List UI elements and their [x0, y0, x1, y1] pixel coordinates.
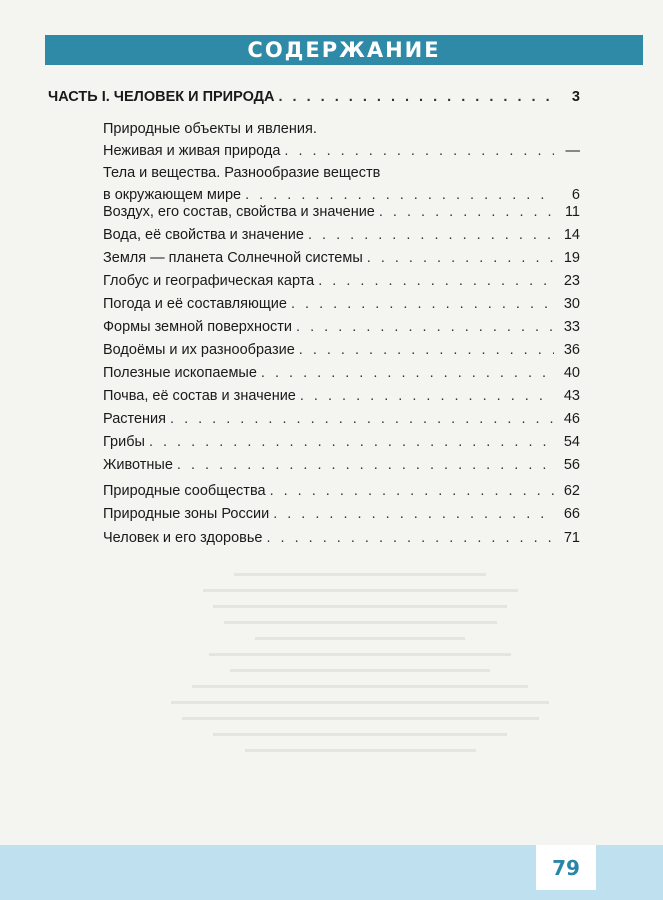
toc-page-number: 19: [563, 250, 580, 266]
toc-entry[interactable]: [103, 201, 580, 223]
leader-dots: [296, 316, 554, 338]
toc-entry-title: Животные: [103, 457, 173, 473]
toc-page-number: 30: [563, 296, 580, 312]
toc-entry[interactable]: [103, 454, 580, 476]
toc-page-number: 54: [563, 434, 580, 450]
leader-dots: [149, 431, 554, 453]
toc-page-number: 46: [563, 411, 580, 427]
toc-page-number: 14: [563, 227, 580, 243]
toc-page-number: 40: [563, 365, 580, 381]
toc-entry[interactable]: [103, 339, 580, 361]
toc-page-number: 6: [571, 187, 580, 203]
toc-entry-title: Природные сообщества: [103, 483, 266, 499]
toc-page-number: 56: [563, 457, 580, 473]
leader-dots: [379, 201, 554, 223]
toc-entry[interactable]: [103, 480, 580, 502]
leader-dots: [261, 362, 554, 384]
toc-entry-title: Почва, её состав и значение: [103, 388, 296, 404]
toc-entry[interactable]: [103, 162, 580, 206]
toc-page-number: 3: [571, 89, 580, 105]
leader-dots: [300, 385, 554, 407]
toc-page-number: 62: [563, 483, 580, 499]
toc-entry-title: Воздух, его состав, свойства и значение: [103, 204, 375, 220]
page-title: СОДЕРЖАНИЕ: [247, 38, 441, 62]
leader-dots: [278, 89, 554, 105]
leader-dots: [367, 247, 554, 269]
leader-dots: [318, 270, 554, 292]
toc-page-number: 43: [563, 388, 580, 404]
leader-dots: [284, 140, 554, 162]
toc-page-number: 71: [563, 530, 580, 546]
toc-entry-title: Растения: [103, 411, 167, 427]
toc-entry-title: Природные зоны России: [103, 506, 270, 522]
toc-entry[interactable]: [103, 270, 580, 292]
toc-entry-title-line2: в окружающем мире: [103, 187, 242, 203]
toc-entry[interactable]: [103, 224, 580, 246]
toc-entry-title-line1: Природные объекты и явления.: [103, 121, 317, 137]
toc-page-number: —: [565, 143, 580, 159]
leader-dots: [177, 454, 554, 476]
toc-entry-title: Вода, её свойства и значение: [103, 227, 304, 243]
toc-page-number: 66: [563, 506, 580, 522]
toc-entry[interactable]: [103, 118, 580, 162]
toc-part-title: ЧАСТЬ I. ЧЕЛОВЕК И ПРИРОДА: [48, 89, 275, 105]
toc-entry[interactable]: [103, 431, 580, 453]
toc-entry[interactable]: [103, 293, 580, 315]
toc-entry[interactable]: [103, 408, 580, 430]
header-band: [45, 35, 643, 65]
toc-page-number: 36: [563, 342, 580, 358]
toc-entry[interactable]: [103, 527, 580, 549]
page-number: 79: [552, 855, 580, 880]
toc-page-number: 33: [563, 319, 580, 335]
leader-dots: [273, 503, 554, 525]
leader-dots: [170, 408, 554, 430]
leader-dots: [299, 339, 554, 361]
toc-entry-title: Формы земной поверхности: [103, 319, 293, 335]
bleed-through-imprint: [150, 560, 570, 810]
page-number-box: [536, 845, 596, 890]
toc-entry-title: Грибы: [103, 434, 145, 450]
toc-entry-title-line2: Неживая и живая природа: [103, 143, 281, 159]
toc-entry[interactable]: [103, 247, 580, 269]
toc-entry[interactable]: [103, 362, 580, 384]
toc-entry-title: Водоёмы и их разнообразие: [103, 342, 295, 358]
toc-entry[interactable]: [103, 385, 580, 407]
toc-page-number: 11: [564, 204, 580, 220]
toc-entry[interactable]: [103, 316, 580, 338]
leader-dots: [308, 224, 554, 246]
leader-dots: [270, 480, 554, 502]
toc-part-heading[interactable]: [48, 89, 580, 105]
leader-dots: [266, 527, 554, 549]
toc-page-number: 23: [563, 273, 580, 289]
toc-entry-title-line1: Тела и вещества. Разнообразие веществ: [103, 165, 381, 181]
toc-entry-title: Человек и его здоровье: [103, 530, 263, 546]
toc-entry-title: Полезные ископаемые: [103, 365, 257, 381]
toc-entry[interactable]: [103, 503, 580, 525]
toc-entry-title: Земля — планета Солнечной системы: [103, 250, 363, 266]
leader-dots: [291, 293, 554, 315]
toc-entry-title: Погода и её составляющие: [103, 296, 287, 312]
toc-entry-title: Глобус и географическая карта: [103, 273, 315, 289]
